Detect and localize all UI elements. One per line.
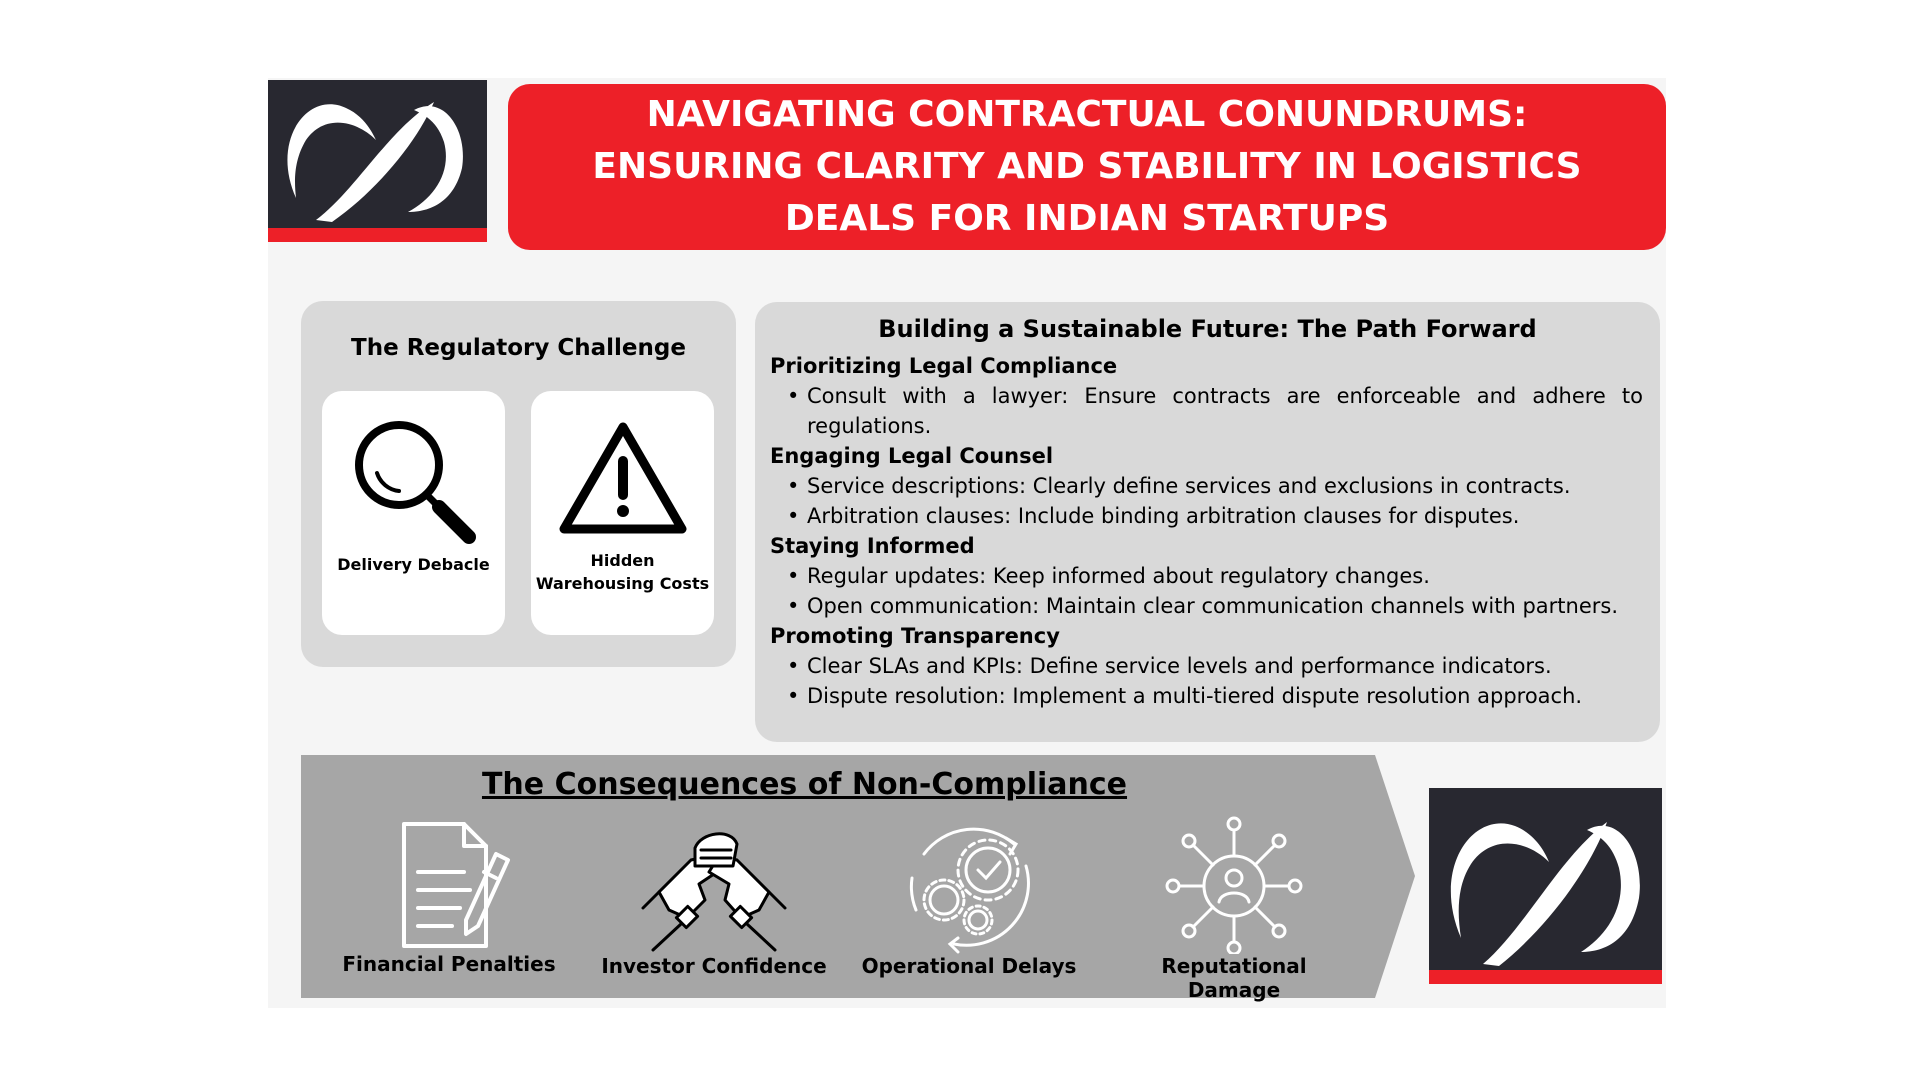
list-item: • Dispute resolution: Implement a multi-tiered dispute resolution approach.	[807, 681, 1643, 711]
delivery-debacle-card	[322, 391, 505, 635]
path-forward-panel	[755, 302, 1660, 742]
financial-penalties-item	[329, 812, 569, 992]
list-item: • Clear SLAs and KPIs: Define service levels and performance indicators.	[807, 651, 1643, 681]
reputational-damage-item	[1114, 812, 1354, 1002]
delivery-debacle-label: Delivery Debacle	[337, 555, 490, 574]
operational-delays-label: Operational Delays	[861, 954, 1077, 978]
list-item: • Open communication: Maintain clear communication channels with partners.	[807, 591, 1643, 621]
magnifier-icon	[347, 413, 482, 548]
section-heading-legal-compliance: Prioritizing Legal Compliance	[770, 354, 1118, 378]
list-item: • Service descriptions: Clearly define services and exclusions in contracts.	[807, 471, 1643, 501]
hidden-warehousing-label: Hidden Warehousing Costs	[535, 551, 710, 593]
staying-informed-list	[770, 561, 1643, 621]
legal-counsel-list	[770, 471, 1643, 531]
path-forward-body	[770, 351, 1643, 711]
transparency-list	[770, 651, 1643, 711]
investor-confidence-label: Investor Confidence	[601, 954, 827, 978]
consequences-heading: The Consequences of Non-Compliance	[481, 767, 1128, 802]
section-heading-transparency: Promoting Transparency	[770, 624, 1060, 648]
reputational-damage-label: Reputational Damage	[1161, 954, 1307, 1002]
regulatory-challenge-panel	[301, 301, 736, 667]
list-item: • Arbitration clauses: Include binding arbitration clauses for disputes.	[807, 501, 1643, 531]
handshake-icon	[639, 814, 789, 954]
section-heading-staying-informed: Staying Informed	[770, 534, 975, 558]
section-heading-legal-counsel: Engaging Legal Counsel	[770, 444, 1054, 468]
list-item: • Regular updates: Keep informed about regulatory changes.	[807, 561, 1643, 591]
investor-confidence-item	[594, 812, 834, 992]
path-forward-heading: Building a Sustainable Future: The Path Forward	[878, 315, 1537, 343]
infinity-logo-icon	[1429, 788, 1662, 970]
regulatory-heading: The Regulatory Challenge	[351, 335, 686, 361]
title-banner	[508, 84, 1666, 250]
list-item: • Consult with a lawyer: Ensure contracts are enforceable and adhere to regulations.	[807, 381, 1643, 441]
operational-delays-item	[849, 812, 1089, 992]
gears-icon	[894, 814, 1044, 954]
hidden-warehousing-card	[531, 391, 714, 635]
consequences-band	[301, 755, 1415, 1002]
financial-penalties-label: Financial Penalties	[342, 952, 556, 976]
infinity-logo-icon	[268, 80, 487, 228]
page-title: NAVIGATING CONTRACTUAL CONUNDRUMS: ENSURING CLARITY AND STABILITY IN LOGISTICS DEALS FOR INDIAN STARTUPS	[592, 94, 1582, 239]
warning-icon	[556, 413, 691, 548]
document-pen-icon	[374, 814, 524, 954]
legal-compliance-list	[770, 381, 1643, 441]
logo-top	[268, 80, 487, 242]
network-person-icon	[1159, 814, 1309, 954]
logo-bottom	[1429, 788, 1662, 984]
